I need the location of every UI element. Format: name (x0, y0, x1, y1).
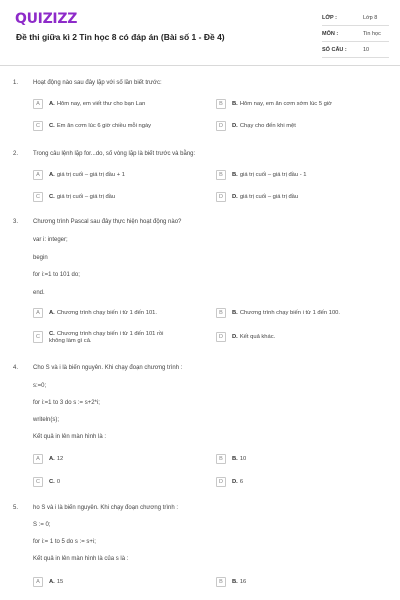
meta-row-subject (322, 26, 389, 42)
quizizz-logo: QUIZIZZ (15, 11, 78, 27)
code-line: var i: integer; (33, 237, 68, 243)
option-letter-box: D (216, 332, 226, 342)
option-a[interactable] (33, 172, 125, 180)
code-line: for i:=1 to 3 do s := s+2*i; (33, 400, 100, 406)
option-b[interactable] (216, 101, 332, 109)
option-b[interactable] (216, 172, 307, 180)
code-line: for i:=1 to 101 do; (33, 272, 80, 278)
option-letter-box: C (33, 477, 43, 487)
option-text: D. giá trị cuối – giá trị đầu (232, 194, 299, 200)
question-text: Hoạt động nào sau đây lặp với số lần biết trước: (33, 80, 162, 86)
option-text: A. Hôm nay, em viết thư cho bạn Lan (49, 101, 146, 107)
option-letter-box: D (216, 121, 226, 131)
option-text: D. Kết quả khác. (232, 334, 276, 340)
option-text: A. Chương trình chạy biến i từ 1 đến 101. (49, 310, 157, 316)
option-letter-box: B (216, 99, 226, 109)
option-text: C. giá trị cuối – giá trị đầu (49, 194, 116, 200)
page-title: Đề thi giữa kì 2 Tin học 8 có đáp án (Bài số 1 - Đề 4) (16, 32, 225, 42)
meta-label: LỚP : (322, 14, 337, 21)
option-b[interactable] (216, 456, 246, 464)
option-text: D. 6 (232, 479, 244, 485)
code-line: for i:= 1 to 5 do s := s+i; (33, 539, 96, 545)
question-text: Trong câu lệnh lặp for...do, số vòng lặp là biết trước và bằng: (33, 151, 196, 157)
question-number: 4. (13, 365, 19, 371)
option-letter-box: B (216, 170, 226, 180)
option-a[interactable] (33, 579, 63, 587)
option-a[interactable] (33, 456, 63, 464)
option-letter-box: A (33, 99, 43, 109)
code-line: writeln(s); (33, 417, 60, 423)
question-text: Kết quả in lên màn hình là của s là : (33, 556, 129, 562)
option-letter-box: C (33, 331, 43, 343)
question-number: 1. (13, 80, 19, 86)
option-c[interactable] (33, 194, 115, 202)
option-text: B. 16 (232, 579, 247, 585)
option-letter-box: A (33, 454, 43, 464)
option-b[interactable] (216, 310, 340, 318)
meta-value: 10 (363, 46, 370, 53)
option-letter-box: D (216, 192, 226, 202)
option-text: A. 15 (49, 579, 64, 585)
option-letter-box: A (33, 577, 43, 587)
code-line: s:=0; (33, 383, 47, 389)
option-text: C. Chương trình chạy biến i từ 1 đến 101 rồi không làm gì cả. (49, 331, 164, 344)
option-d[interactable] (216, 194, 298, 202)
code-line: end. (33, 290, 45, 296)
option-text: C. 0 (49, 479, 61, 485)
option-c[interactable] (33, 331, 177, 345)
option-text: B. Hôm nay, em ăn cơm sớm lúc 5 giờ (232, 101, 332, 107)
option-text: C. Em ăn cơm lúc 6 giờ chiều mỗi ngày (49, 123, 152, 129)
meta-label: SỐ CÂU : (322, 46, 347, 53)
option-text: D. Chạy cho đến khi mệt (232, 123, 296, 129)
option-a[interactable] (33, 101, 145, 109)
option-letter-box: C (33, 192, 43, 202)
meta-row-class (322, 10, 389, 26)
option-a[interactable] (33, 310, 157, 318)
option-text: B. giá trị cuối – giá trị đầu - 1 (232, 172, 307, 178)
meta-row-question-count (322, 42, 389, 58)
code-line: begin (33, 255, 48, 261)
option-letter-box: B (216, 454, 226, 464)
option-letter-box: B (216, 308, 226, 318)
meta-value: Lớp 8 (363, 14, 378, 21)
option-c[interactable] (33, 123, 151, 131)
option-text: A. giá trị cuối – giá trị đầu + 1 (49, 172, 125, 178)
option-text: B. Chương trình chạy biến i từ 1 đến 100. (232, 310, 340, 316)
question-number: 2. (13, 151, 19, 157)
question-text: ho S và i là biến nguyên. Khi chạy đoạn chương trình : (33, 505, 179, 511)
option-letter-box: B (216, 577, 226, 587)
option-c[interactable] (33, 479, 60, 487)
option-d[interactable] (216, 334, 275, 342)
question-number: 5. (13, 505, 19, 511)
question-text: Cho S và i là biến nguyên. Khi chạy đoạn chương trình : (33, 365, 183, 371)
meta-value: Tin học (363, 30, 381, 37)
option-d[interactable] (216, 479, 243, 487)
option-d[interactable] (216, 123, 296, 131)
meta-info-box (322, 10, 389, 60)
option-letter-box: C (33, 121, 43, 131)
option-b[interactable] (216, 579, 246, 587)
question-number: 3. (13, 219, 19, 225)
page-header (0, 0, 400, 66)
meta-label: MÔN : (322, 30, 339, 37)
option-letter-box: A (33, 170, 43, 180)
question-text: Chương trình Pascal sau đây thực hiện hoạt động nào? (33, 219, 182, 225)
code-line: S := 0; (33, 522, 51, 528)
option-text: A. 12 (49, 456, 64, 462)
option-text: B. 10 (232, 456, 247, 462)
option-letter-box: D (216, 477, 226, 487)
option-letter-box: A (33, 308, 43, 318)
question-text: Kết quả in lên màn hình là : (33, 434, 107, 440)
